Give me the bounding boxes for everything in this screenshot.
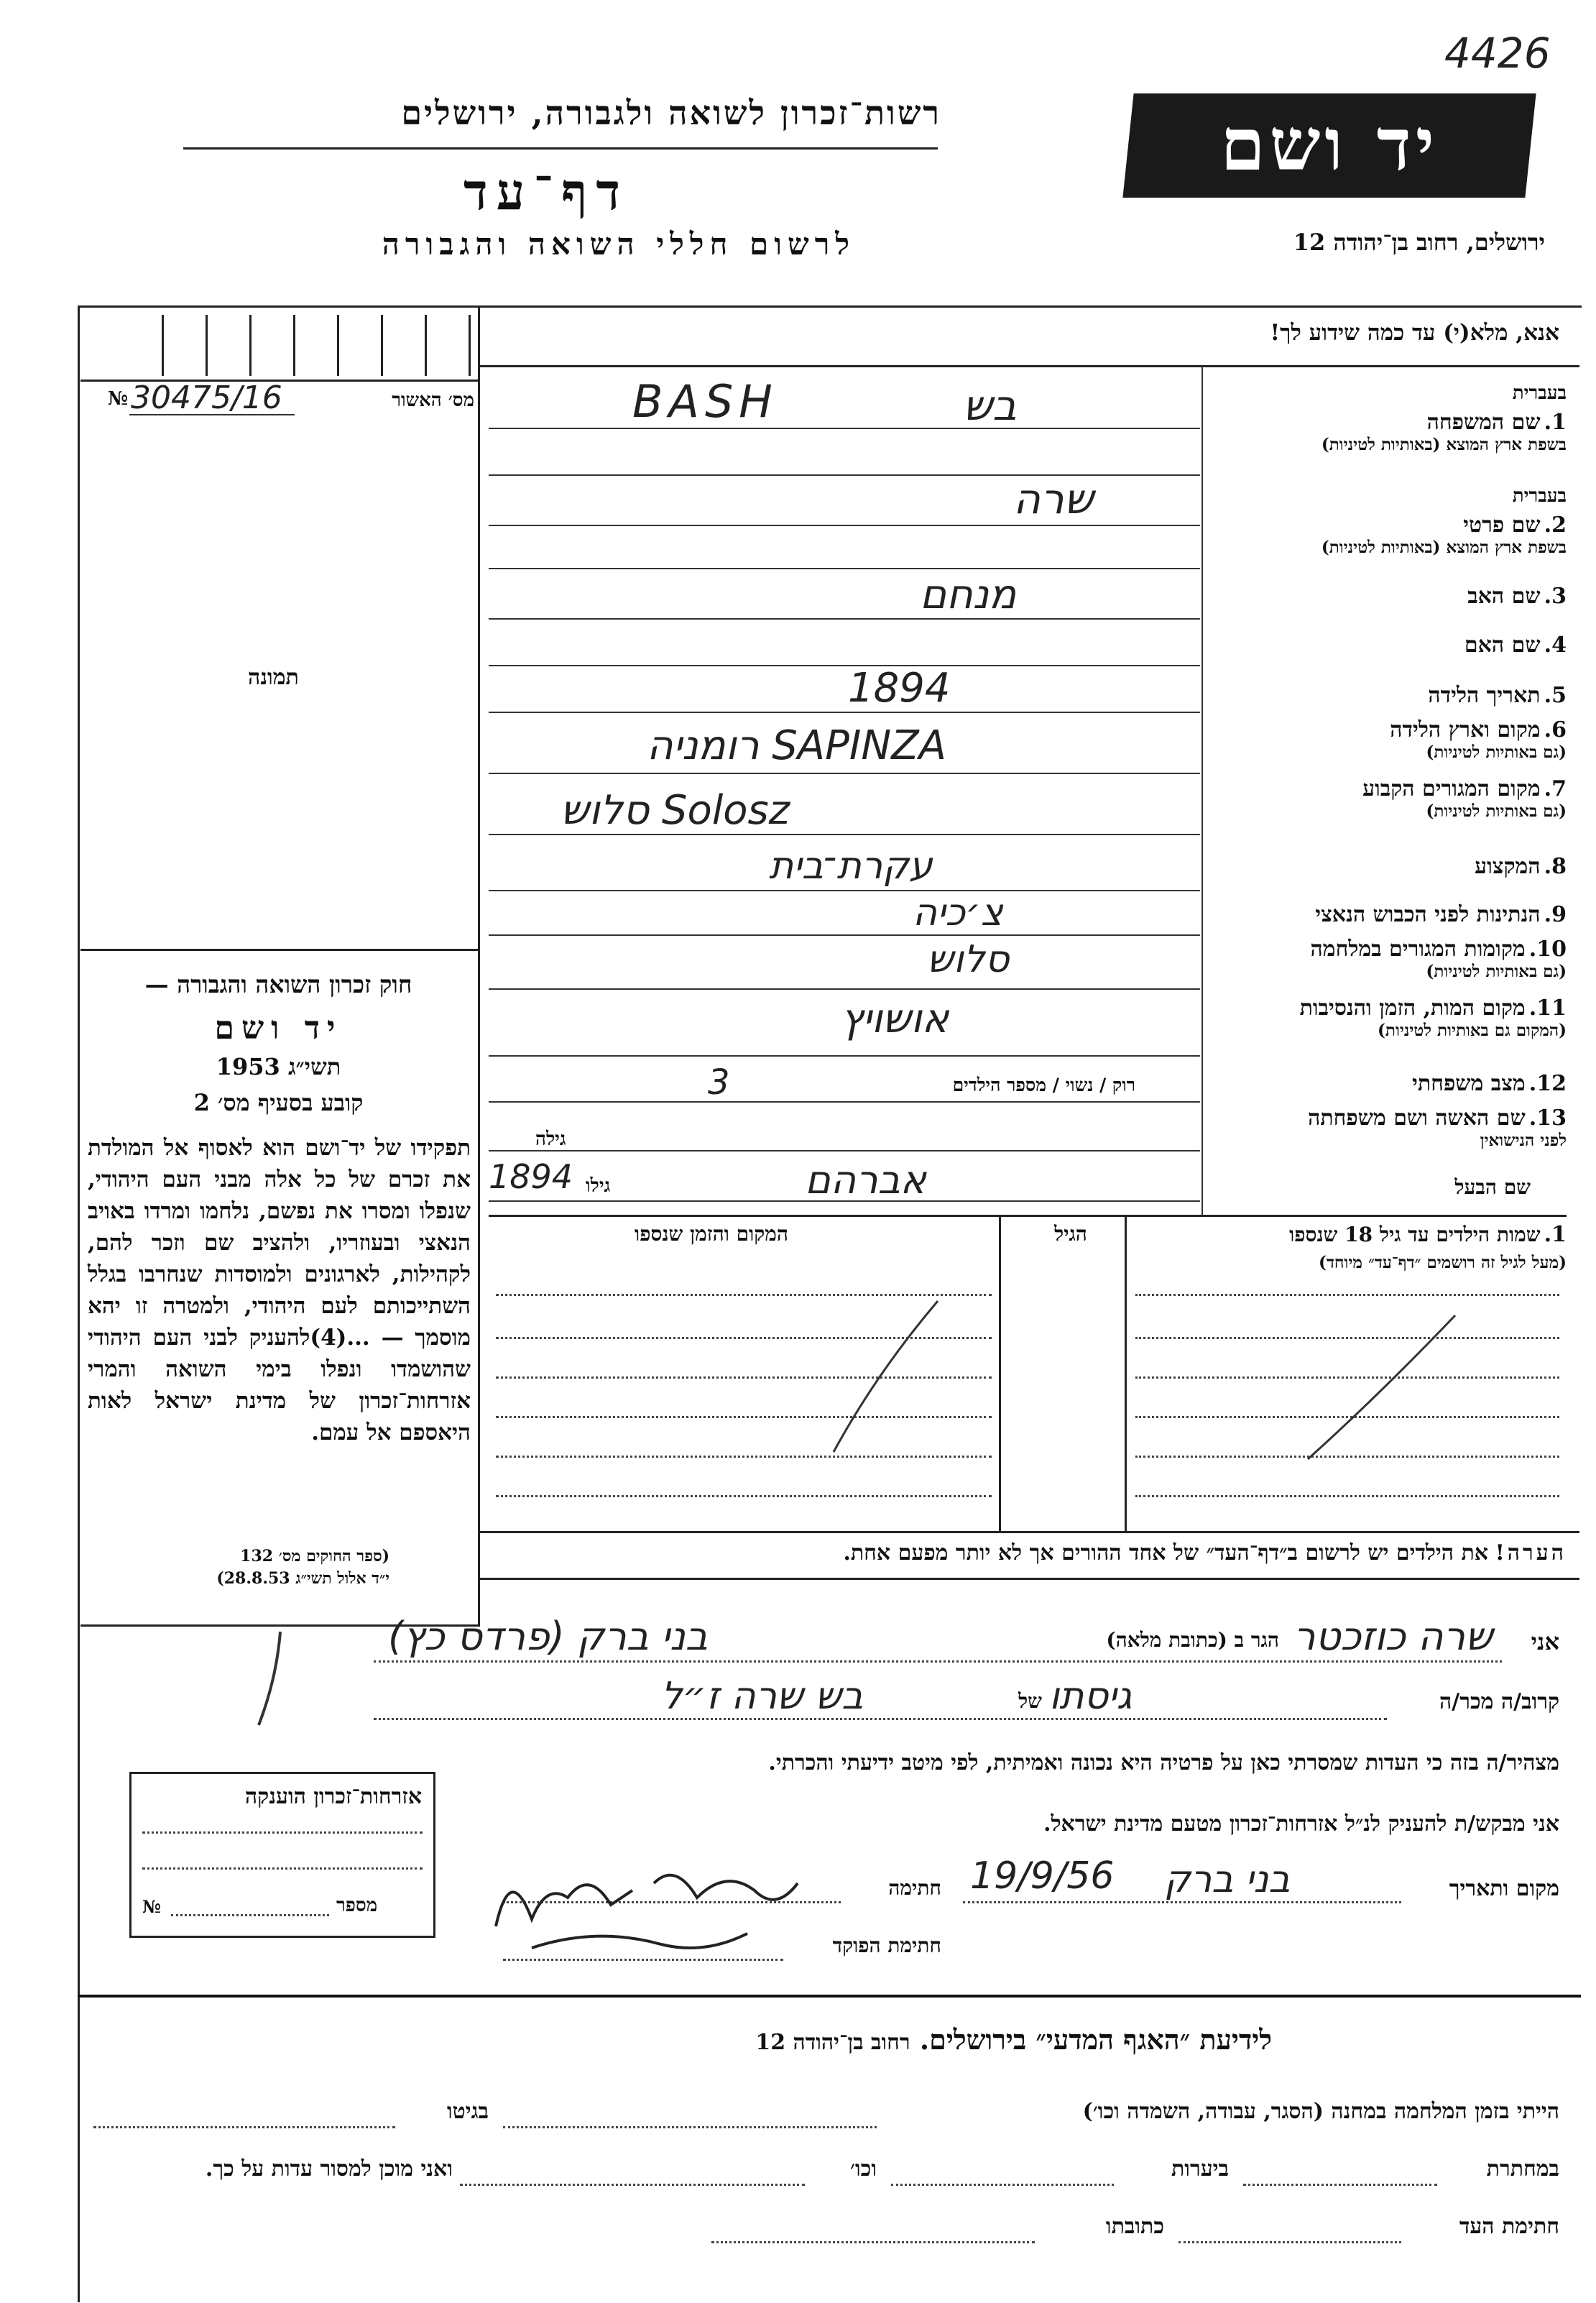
field-1-value-latin: BASH xyxy=(632,375,778,428)
field-12-label: מצב משפחתי xyxy=(1412,1071,1526,1096)
field-8-value: עקרת־בית xyxy=(769,845,933,888)
signature-label: חתימה xyxy=(888,1876,941,1900)
serial-prefix: № xyxy=(108,388,129,410)
declarant-name: שרה כוזכטר xyxy=(1293,1614,1493,1659)
husband-age-value: 1894 xyxy=(489,1157,573,1196)
serial-label: מס׳ האשור xyxy=(392,390,474,411)
column-age: הגיל xyxy=(1054,1222,1087,1246)
field-2-label: שם פרטי xyxy=(1463,512,1541,538)
signature xyxy=(489,1854,834,1962)
labels-border xyxy=(1201,367,1203,1215)
husband-label: שם הבעל xyxy=(1454,1175,1531,1199)
field-10-label: מקומות המגורים במלחמה xyxy=(1310,937,1526,962)
field-9-value: צ׳כיה xyxy=(913,891,1003,934)
officer-signature-label: חתימת הפוקד xyxy=(832,1934,941,1957)
logo-text: יד ושם xyxy=(1220,102,1439,187)
field-2-value: שרה xyxy=(1013,474,1094,523)
field-1-label: שם המשפחה xyxy=(1426,410,1541,435)
field-2: בעברית 2. שם פרטי בשפת ארץ המוצא (באותיות לטיניות) xyxy=(1321,485,1567,557)
field-6-label: מקום וארץ הלידה xyxy=(1390,717,1541,743)
form-subtitle: לרשום חללי השואה והגבורה xyxy=(382,226,855,262)
bottom-title: לידיעת ״האגף המדעי״ בירושלים. רחוב בן־יהודה 12 xyxy=(755,2023,1272,2056)
header-underline xyxy=(183,147,938,150)
field-3-value: מנחם xyxy=(920,571,1017,618)
note-label: הערה! xyxy=(1495,1540,1567,1566)
bottom-line-1-label: הייתי בזמן המלחמה במחנה (הסגר, עבודה, השמדה וכו׳) xyxy=(1082,2099,1559,2124)
testimony-statement: ואני מוכן למסור עדות על כך. xyxy=(205,2156,453,2182)
of-label: של xyxy=(1018,1689,1042,1713)
witness-signature-label: חתימת העד xyxy=(1459,2214,1559,2239)
law-year: תשי״ג 1953 xyxy=(216,1053,341,1080)
field-11-value: אושויץ xyxy=(841,996,949,1042)
field-6-value: רומניה SAPINZA xyxy=(647,722,946,769)
tick-row xyxy=(80,308,479,382)
address: ירושלים, רחוב בן־יהודה 12 xyxy=(1293,229,1545,256)
note xyxy=(496,1540,1567,1566)
field-1: בעברית 1. שם המשפחה בשפת ארץ המוצא (באותיות לטיניות) xyxy=(1207,382,1567,454)
instruction: אנא, מלא(י) עד כמה שידוע לך! xyxy=(1270,320,1559,346)
certificate-title: אזרחות־זכרון הוענקה xyxy=(244,1784,422,1809)
declaration-line-1: מצהיר/ה בזה כי העדות שמסרתי כאן על פרטיה היא נכונה ואמיתית, לפי מיטב ידיעתי והכרתי. xyxy=(768,1750,1559,1775)
relation-label: קרוב/ה מכר/ה xyxy=(1439,1689,1559,1714)
field-4-label: שם האם xyxy=(1464,633,1541,658)
marital-options: רוק / נשוי / מספר הילדים xyxy=(952,1075,1135,1095)
field-8-label: המקצוע xyxy=(1475,854,1541,879)
declarant-address: בני ברק (פרדס כץ) xyxy=(388,1614,708,1659)
archive-number: 4426 xyxy=(1444,29,1551,78)
relation-value: גיסתו xyxy=(1049,1675,1133,1718)
children-title: שמות הילדים עד גיל 18 שנספו xyxy=(1289,1223,1541,1246)
field-11-label: מקום המות, הזמן והנסיבות xyxy=(1299,996,1526,1021)
husband-value: אברהם xyxy=(805,1157,926,1203)
field-7-value: סלוש Solosz xyxy=(561,787,790,834)
field-9-label: הנתינות לפני הכבוש הנאצי xyxy=(1315,902,1541,927)
field-10-value: סלוש xyxy=(927,938,1010,981)
law-title: חוק זכרון השואה והגבורה — xyxy=(144,970,412,998)
serial-row xyxy=(101,380,474,419)
of-value: בש שרה ז״ל xyxy=(661,1675,864,1718)
place-value: בני ברק xyxy=(1164,1858,1291,1901)
field-5-label: תאריך הלידה xyxy=(1428,683,1541,708)
wife-age-label: גילה xyxy=(535,1128,566,1150)
left-panel-border xyxy=(478,308,480,1627)
declaration-line-2: אני מבקש/ת להעניק לנ״ל אזרחות־זכרון מטעם מדינת ישראל. xyxy=(1043,1811,1559,1837)
photo-label: תמונה xyxy=(248,665,299,690)
field-5-value: 1894 xyxy=(848,665,951,712)
place-date-label: מקום ותאריך xyxy=(1449,1876,1559,1901)
underground-label: במחתרת xyxy=(1486,2156,1559,2182)
certificate-box xyxy=(129,1772,435,1938)
field-7-label: מקום המגורים הקבוע xyxy=(1362,776,1541,801)
declarant-label: אני xyxy=(1531,1628,1559,1655)
serial-value: 30475/16 xyxy=(131,380,282,416)
field-1-sub-bottom: בשפת ארץ המוצא (באותיות לטיניות) xyxy=(1321,435,1567,454)
column-place: המקום והזמן שנספו xyxy=(635,1222,788,1246)
yad-vashem-logo xyxy=(1122,93,1536,198)
organization-line: רשות־זכרון לשואה ולגבורה, ירושלים xyxy=(401,93,941,132)
form-title: דף־עד xyxy=(463,162,629,221)
law-reference-2: י״ד אלול תשי״ג 28.8.53) xyxy=(216,1569,389,1588)
children-strike-lines xyxy=(790,1287,1509,1466)
husband-age-label: גילו xyxy=(586,1175,611,1197)
certificate-number-label: מספר xyxy=(336,1895,378,1916)
address-label: הגר ב (כתובת מלאה) xyxy=(1106,1628,1279,1652)
field-1-sub-top: בעברית xyxy=(1512,382,1567,404)
field-12-value: 3 xyxy=(708,1062,730,1103)
instruction-rule xyxy=(478,365,1579,367)
law-clause: קובע בסעיף מס׳ 2 xyxy=(193,1089,364,1116)
ghetto-label: בגיטו xyxy=(446,2099,489,2124)
law-reference-1: (ספר החוקים מס׳ 132 xyxy=(240,1547,389,1566)
note-text: את הילדים יש לרשום ב״דף־העד״ של אחד ההורים אך לא יותר מפעם אחת. xyxy=(843,1540,1489,1566)
law-name: יד ושם xyxy=(214,1010,343,1047)
forests-label: ביערות xyxy=(1171,2156,1229,2182)
date-value: 19/9/56 xyxy=(970,1854,1115,1898)
field-1-value-hebrew: בש xyxy=(963,381,1017,430)
bottom-divider xyxy=(78,1995,1581,1998)
etc-label: וכו׳ xyxy=(850,2156,877,2182)
law-text: תפקידו של יד־ושם הוא לאסוף אל המולדת את זכרם של כל אלה מבני העם היהודי, שנפלו ומסרו את נפשם, נלחמו ומרדו באויב הנאצי ובעוזריו, ולהציב שם וזכר להם, לקהילות, לארגונים ולמוסדות שנחרבו בגלל השתייכותם לעם היהודי, ולמטרה זו יהא מוסמך — ...(4)להעניק לבני העם היהודי שהושמדו ונפלו בימי השואה והמרי אזרחות־זכרון של מדינת ישראל לאות היאספם אל עמם. xyxy=(88,1135,471,1445)
field-13-label: שם האשה ושם משפחתה xyxy=(1308,1105,1526,1131)
children-subtitle: (מעל לגיל זה רושמים ״דף־עד״ מיוחד) xyxy=(1318,1253,1567,1272)
law-divider xyxy=(80,949,478,951)
pen-stroke xyxy=(255,1628,298,1729)
certificate-number-prefix: № xyxy=(142,1896,162,1917)
field-3-label: שם האב xyxy=(1467,584,1541,609)
witness-address-label: כתובתו xyxy=(1105,2214,1164,2239)
